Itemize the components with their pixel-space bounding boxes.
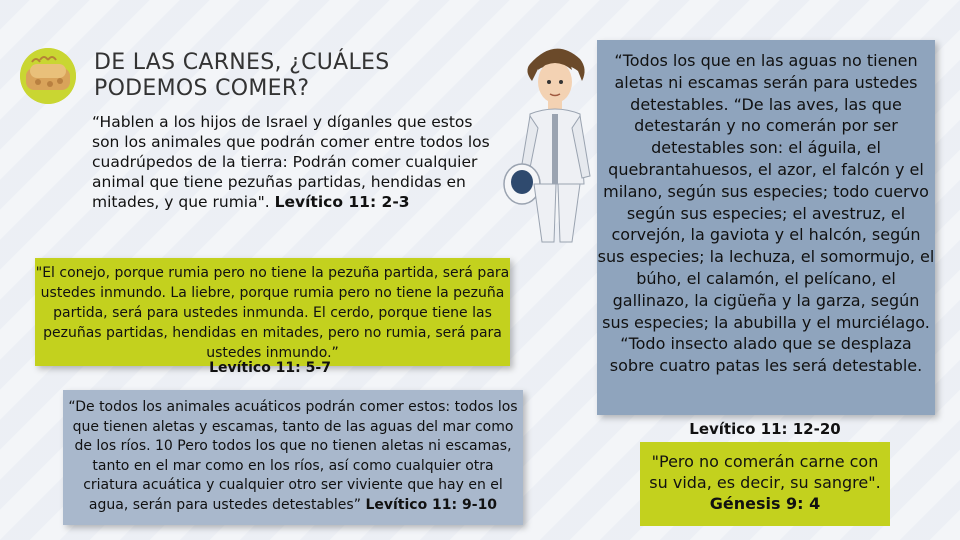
- water-animals-reference: Levítico 11: 9-10: [365, 496, 498, 513]
- birds-reference: Levítico 11: 12-20: [689, 420, 841, 438]
- intro-text: “Hablen a los hijos de Israel y díganles que estos son los animales que podrán comer entre todos los cuadrúpedos de la tierra: Podrán comer cualquier animal que tiene pezuñas partidas, hendidas en mitades, y que rumia".: [92, 113, 490, 211]
- water-animals-box: [63, 390, 523, 525]
- page-title: DE LAS CARNES, ¿CUÁLES PODEMOS COMER?: [94, 50, 390, 101]
- genesis-text: "Pero no comerán carne con su vida, es decir, su sangre".: [649, 452, 881, 492]
- birds-quote-box: “Todos los que en las aguas no tienen aletas ni escamas serán para ustedes detestables. “De las aves, las que detestarán y no comerán por ser detestables son: el águila, el quebrantahuesos, el azor, el falcón y el milano, según sus especies; todo cuervo según sus especies; el avestruz, el corvejón, la gaviota y el halcón, según sus especies; la lechuza, el somormujo, el búho, el calamón, el pelícano, el gallinazo, la cigüeña y la garza, según sus especies; la abubilla y el murciélago. “Todo insecto alado que se desplaza sobre cuatro patas les será detestable.: [597, 40, 935, 415]
- rabbit-quote-box: "El conejo, porque rumia pero no tiene la pezuña partida, será para ustedes inmundo. La liebre, porque rumia pero no tiene la pezuña partida, será para ustedes inmunda. El cerdo, porque tiene las pezuñas partidas, hendidas en mitades, pero no rumia, será para ustedes inmundo.”: [35, 258, 510, 366]
- rabbit-reference: Levítico 11: 5-7: [209, 360, 331, 376]
- astronaut-character: [500, 34, 610, 244]
- bread-logo-icon: [20, 48, 76, 104]
- water-animals-text: “De todos los animales acuáticos podrán comer estos: todos los que tienen aletas y escamas, tanto de las aguas del mar como de los ríos. 10 Pero todos los que no tienen aletas ni escamas, tanto en el mar como en los ríos, así como cualquier otra criatura acuática y cualquier otro ser viviente que hay en el agua, serán para ustedes detestables”: [68, 399, 518, 513]
- intro-paragraph: [92, 112, 502, 212]
- genesis-reference: Génesis 9: 4: [709, 494, 821, 513]
- genesis-quote-box: [640, 442, 890, 526]
- intro-reference: Levítico 11: 2-3: [274, 193, 410, 211]
